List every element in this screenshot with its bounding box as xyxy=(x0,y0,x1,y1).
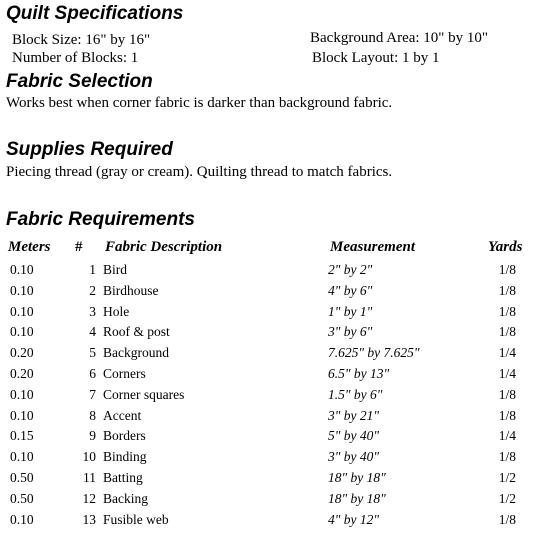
measurement-cell: 1.5" by 6" xyxy=(328,386,383,402)
meters-cell: 0.10 xyxy=(10,303,34,319)
yards-cell: 1/8 xyxy=(498,262,516,277)
table-row xyxy=(0,282,545,303)
number-cell: 2 xyxy=(89,282,96,298)
supplies-required-heading: Supplies Required xyxy=(6,139,173,160)
meters-cell: 0.10 xyxy=(10,262,34,277)
table-row xyxy=(0,407,545,428)
yards-cell: 1/8 xyxy=(498,324,516,340)
meters-cell: 0.10 xyxy=(10,324,34,340)
yards-cell: 1/8 xyxy=(498,282,516,298)
fabric-description-cell: Corner squares xyxy=(103,386,185,402)
yards-cell: 1/2 xyxy=(498,490,516,506)
fabric-description-cell: Batting xyxy=(103,470,143,485)
fabric-description-cell: Accent xyxy=(103,407,142,423)
meters-cell: 0.10 xyxy=(10,449,34,465)
number-cell: 12 xyxy=(82,490,96,506)
column-header-fabric-description: Fabric Description xyxy=(105,239,223,255)
fabric-description-cell: Background xyxy=(103,345,169,361)
yards-cell: 1/8 xyxy=(498,511,516,527)
table-row xyxy=(0,427,545,448)
quilt-specifications-heading: Quilt Specifications xyxy=(6,3,184,24)
yards-cell: 1/2 xyxy=(498,470,516,485)
measurement-cell: 2" by 2" xyxy=(328,262,373,277)
column-header-yards: Yards xyxy=(488,239,523,255)
number-cell: 5 xyxy=(89,345,96,361)
fabric-description-cell: Hole xyxy=(103,303,130,319)
fabric-requirements-heading: Fabric Requirements xyxy=(6,209,195,230)
yards-cell: 1/8 xyxy=(498,303,516,319)
meters-cell: 0.50 xyxy=(10,490,34,506)
meters-cell: 0.20 xyxy=(10,345,34,361)
fabric-selection-text: Works best when corner fabric is darker than background fabric. xyxy=(6,95,393,111)
fabric-description-cell: Corners xyxy=(103,366,146,381)
fabric-selection-heading: Fabric Selection xyxy=(6,71,153,92)
measurement-cell: 3" by 6" xyxy=(328,324,373,340)
table-row xyxy=(0,386,545,407)
number-cell: 3 xyxy=(89,303,96,319)
yards-cell: 1/4 xyxy=(498,366,516,381)
number-cell: 9 xyxy=(89,428,96,444)
yards-cell: 1/4 xyxy=(498,345,516,361)
measurement-cell: 18" by 18" xyxy=(328,470,386,485)
number-of-blocks-text: Number of Blocks: 1 xyxy=(12,50,139,66)
fabric-description-cell: Backing xyxy=(103,490,148,506)
meters-cell: 0.50 xyxy=(10,470,34,485)
table-row xyxy=(0,344,545,365)
block-size-text: Block Size: 16" by 16" xyxy=(12,32,151,48)
fabric-description-cell: Bird xyxy=(103,262,128,277)
table-row xyxy=(0,448,545,469)
column-header-measurement: Measurement xyxy=(330,239,416,255)
column-header-number: # xyxy=(75,239,83,255)
table-row xyxy=(0,261,545,282)
measurement-cell: 5" by 40" xyxy=(328,428,380,444)
fabric-description-cell: Borders xyxy=(103,428,146,444)
number-cell: 4 xyxy=(89,324,96,340)
measurement-cell: 6.5" by 13" xyxy=(328,366,390,381)
number-cell: 10 xyxy=(82,449,96,465)
measurement-cell: 3" by 40" xyxy=(328,449,380,465)
measurement-cell: 18" by 18" xyxy=(328,490,386,506)
measurement-cell: 7.625" by 7.625" xyxy=(328,345,420,361)
table-row xyxy=(0,490,545,511)
measurement-cell: 4" by 6" xyxy=(328,282,373,298)
fabric-description-cell: Birdhouse xyxy=(103,282,159,298)
table-row xyxy=(0,323,545,344)
number-cell: 7 xyxy=(89,386,96,402)
block-layout-text: Block Layout: 1 by 1 xyxy=(312,50,440,66)
fabric-description-cell: Fusible web xyxy=(103,511,169,527)
number-cell: 13 xyxy=(82,511,96,527)
number-cell: 1 xyxy=(89,262,96,277)
column-header-meters: Meters xyxy=(8,239,51,255)
number-cell: 11 xyxy=(83,470,96,485)
number-cell: 6 xyxy=(89,366,96,381)
yards-cell: 1/8 xyxy=(498,449,516,465)
number-cell: 8 xyxy=(89,407,96,423)
fabric-description-cell: Binding xyxy=(103,449,147,465)
meters-cell: 0.20 xyxy=(10,366,34,381)
meters-cell: 0.10 xyxy=(10,386,34,402)
meters-cell: 0.10 xyxy=(10,407,34,423)
table-row xyxy=(0,469,545,490)
meters-cell: 0.15 xyxy=(10,428,34,444)
measurement-cell: 1" by 1" xyxy=(328,303,373,319)
measurement-cell: 3" by 21" xyxy=(328,407,380,423)
meters-cell: 0.10 xyxy=(10,282,34,298)
meters-cell: 0.10 xyxy=(10,511,34,527)
table-row xyxy=(0,365,545,386)
fabric-description-cell: Roof & post xyxy=(103,324,170,340)
yards-cell: 1/8 xyxy=(498,407,516,423)
yards-cell: 1/4 xyxy=(498,428,516,444)
background-area-text: Background Area: 10" by 10" xyxy=(310,30,489,46)
supplies-required-text: Piecing thread (gray or cream). Quilting thread to match fabrics. xyxy=(6,164,393,180)
yards-cell: 1/8 xyxy=(498,386,516,402)
table-row xyxy=(0,303,545,324)
table-row xyxy=(0,511,545,532)
measurement-cell: 4" by 12" xyxy=(328,511,380,527)
